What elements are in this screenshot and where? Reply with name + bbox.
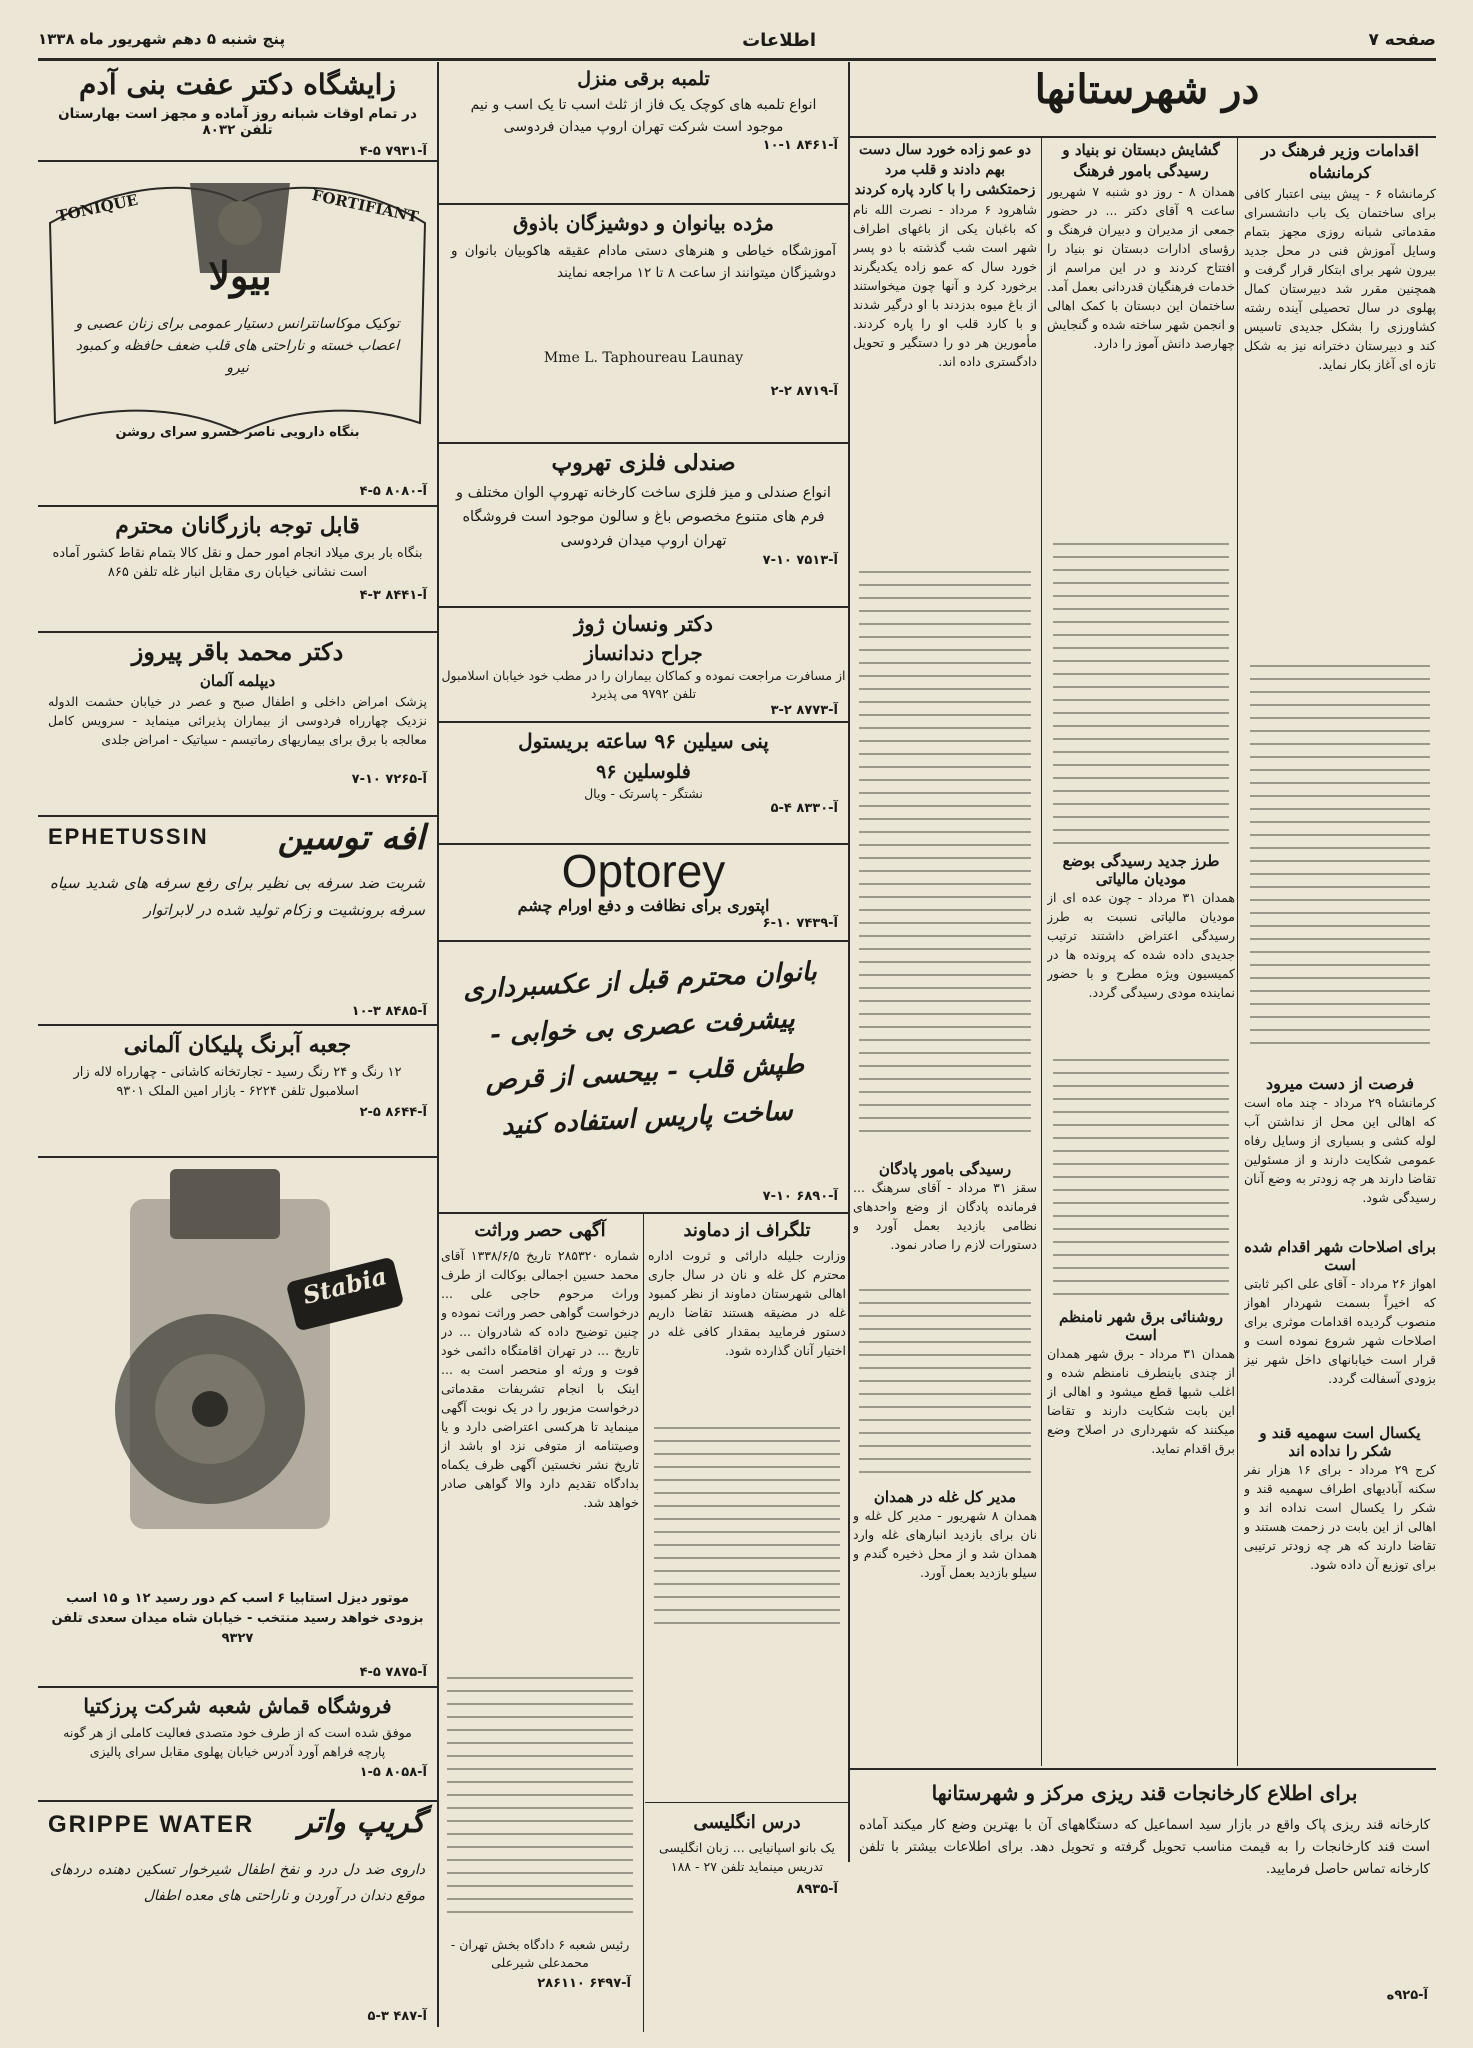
ad-subtitle: دیپلمه آلمان <box>199 672 276 690</box>
ad-latin-label: TONIQUE <box>55 190 140 226</box>
ad-body: بانوان محترم قبل از عکسبرداری پیشرفت عصری بی خوابی - طپش قلب - بیحسی از قرص ساخت پاریس استفاده کنید <box>462 956 818 1142</box>
ad-code: آ-۸۴۴۱ ۳-۴ <box>359 588 427 603</box>
article-text-continued <box>853 1278 1037 1488</box>
section-rule <box>850 136 1436 138</box>
ad-paintbox <box>40 1027 435 1155</box>
ad-brand: Stabia <box>299 1261 390 1310</box>
ad-rule <box>439 203 848 205</box>
ad-body: شربت ضد سرفه بی نظیر برای رفع سرفه های شدید سیاه سرفه برونشیت و زکام تولید شده در لابراتوار <box>50 874 425 919</box>
ad-code: آ-۷۵۱۳ ۱۰-۷ <box>762 553 838 568</box>
article-title: برای اصلاحات شهر اقدام شده است <box>1244 1238 1436 1274</box>
ad-code: آ-۷۲۶۵ ۱۰-۷ <box>351 772 427 787</box>
ad-diesel-engine <box>40 1159 435 1684</box>
ad-title: درس انگلیسی <box>693 1812 801 1833</box>
article-text-continued <box>1047 532 1235 852</box>
ad-telegram <box>648 1216 846 1656</box>
article-body: کرج ۲۹ مرداد - برای ۱۶ هزار نفر سکنه آبادیهای اطراف سهمیه قند و شکر را یکسال است نداده اند و اهالی از این بابت در زحمت هستند و تقاضا دارند که هر چه زودتر ترتیبی برای توزیع آن داده شود. <box>1244 1462 1436 1572</box>
ad-latin-brand: GRIPPE WATER <box>48 1811 255 1838</box>
ad-grippe-water <box>40 1803 435 2028</box>
ad-title: جعبه آبرنگ پلیکان آلمانی <box>123 1032 352 1058</box>
ad-body: نشتگر - پاسرتک - ویال <box>584 786 703 801</box>
ad-metal-chair <box>441 445 846 605</box>
ad-body: آموزشگاه خیاطی و هنرهای دستی مادام عقیقه هاکوبیان بانوان و دوشیزگان میتوانند از ساعت ۸ تا ۱۲ مراجعه نمایند <box>451 243 836 281</box>
ad-code: آ-۸۴۶۱ ۱-۱۰ <box>762 138 838 153</box>
ad-body: موفق شده است که از طرف خود متصدی فعالیت کاملی از هر گونه پارچه فراهم آورد آدرس خیابان پهلوی مقابل سرای پالیزی <box>63 1725 412 1759</box>
ad-body: یک بانو اسپانیایی ... زبان انگلیسی تدریس مینماید تلفن ۲۷ - ۱۸۸ <box>658 1840 835 1874</box>
ad-code: آ-۸۷۷۳ ۲-۳ <box>770 703 838 718</box>
ad-rule <box>38 815 437 817</box>
article-body: اهواز ۲۶ مرداد - آقای علی اکبر ثابتی که اخیراً بسمت شهردار اهواز منصوب گردیده اقدامات موثری برای اصلاحات شهر شروع نموده است و قرار است خیابانهای داخل شهر نیز بزودی آسفالت گردد. <box>1244 1276 1436 1386</box>
ad-rule <box>38 631 437 633</box>
ad-rule <box>38 1156 437 1158</box>
ad-rule <box>645 1802 848 1803</box>
ad-body: وزارت جلیله دارائی و ثروت اداره محترم کل غله و نان در سال جاری اهالی شهرستان دماوند از نظر کمبود غله در مضیقه هستند تقاضا داریم دستور فرمایید بمقدار کافی غله در اختیار آنان گذارده شود. <box>648 1248 846 1358</box>
article-body: همدان ۳۱ مرداد - برق شهر همدان از چندی باینطرف نامنظم شده و اغلب شبها قطع میشود و اهالی از این بابت شکایت دارند و تقاضا میکنند که شهرداری در اصلاح وضع برق اقدام نماید. <box>1047 1346 1235 1456</box>
ad-code: آ-۸۴۸۵ ۳-۱۰ <box>351 1004 427 1019</box>
section-title: در شهرستانها <box>1034 66 1260 113</box>
ad-body: انواع تلمبه های کوچک یک فاز از ثلث اسب تا یک اسب و نیم موجود است شرکت تهران اروپ میدان فردوسی <box>470 97 817 135</box>
ad-brand: گریپ واتر <box>298 1805 425 1840</box>
ad-code: آ-۶۴۹۷ ۲۸۶۱۱۰ <box>537 1976 631 1991</box>
ad-code: آ-۸۰۵۸ ۵-۱ <box>359 1765 427 1780</box>
ad-body: پزشک امراض داخلی و اطفال صبح و عصر در خیابان حشمت الدوله نزدیک چهارراه فردوسی از بیماران پذیرائی مینماید - سرویس کامل معالجه با برق برای بیماریهای رماتیسم - سیاتیک - امراض جلدی <box>48 694 427 747</box>
article-text-continued <box>1047 1048 1235 1308</box>
ad-title: قابل توجه بازرگانان محترم <box>115 513 360 539</box>
ad-rule <box>439 1212 848 1214</box>
ad-code: آ-۷۴۳۹ ۱۰-۶ <box>762 916 838 931</box>
ad-rule <box>439 940 848 942</box>
column-rule <box>1237 138 1238 1766</box>
page-header <box>38 26 1436 56</box>
ad-maternity <box>40 64 435 159</box>
ad-dentist <box>441 609 846 719</box>
ad-code: آ-۷۹۳۱ ۵-۴ <box>359 144 427 159</box>
ad-body: اپتوری برای نظافت و دفع اورام چشم <box>517 896 770 915</box>
ad-body: موتور دیزل استابیا ۶ اسب کم دور رسید ۱۲ و ۱۵ اسب بزودی خواهد رسید منتخب - خیابان شاه میدان سعدی تلفن ۹۳۲۷ <box>51 1591 424 1646</box>
ad-tonic-biola <box>40 163 435 503</box>
ad-rule <box>439 843 848 845</box>
ad-code: آ-۸۳۳۰ ۴-۵ <box>770 801 838 816</box>
ad-code: آ-۸۰۸۰ ۵-۴ <box>359 484 427 499</box>
ad-ephetussin <box>40 818 435 1023</box>
ad-title: آگهی حصر وراثت <box>474 1220 606 1241</box>
ad-body: توکیک موکاسانترانس دستیار عمومی برای زنان عصبی و اعصاب خسته و ناراحتی های قلب ضعف حافظه و کمبود نیرو <box>75 316 400 376</box>
ad-penicillin <box>441 724 846 842</box>
ad-rule <box>38 160 437 162</box>
ad-doctor <box>40 634 435 814</box>
ad-rule <box>439 442 848 444</box>
ad-title: تلمبه برقی منزل <box>577 68 710 90</box>
ad-brand: بیولا <box>208 253 272 298</box>
ad-title: مژده بیانوان و دوشیزگان باذوق <box>513 211 774 235</box>
ad-latin-brand: EPHETUSSIN <box>48 824 209 849</box>
ad-water-pump <box>441 64 846 204</box>
notice-title: برای اطلاع کارخانجات قند ریزی مرکز و شهرستانها <box>931 1781 1358 1805</box>
ad-fabric-store <box>40 1689 435 1799</box>
article-text-continued <box>853 560 1037 1160</box>
ad-subtitle: جراح دندانساز <box>584 641 703 665</box>
ad-body: داروی ضد دل درد و نفخ اطفال شیرخوار تسکین دهنده دردهای موقع دندان در آوردن و ناراحتی های معده اطفال <box>50 1862 425 1904</box>
ad-calligraphy <box>441 944 846 1210</box>
ad-rule <box>38 1024 437 1026</box>
ad-latin-label: FORTIFIANT <box>310 185 420 227</box>
ad-code: آ-۶۸۹۰ ۱۰-۷ <box>762 1189 838 1204</box>
article-title: مدیر کل غله در همدان <box>873 1488 1017 1506</box>
ad-optorey <box>441 846 846 938</box>
ad-inheritance <box>441 1216 639 2026</box>
article-body: همدان ۸ - روز دو شنبه ۷ شهریور ساعت ۹ آقای دکتر ... در حضور جمعی از مدیران و دبیران فرهنگ و رؤسای ادارات دبستان نو بنیاد را افتتاح کردند و در این مراسم از خدمات فرهنگیان قدردانی بعمل آمد. ساختمان این دبستان با کمک اهالی و انجمن شهر ساخته شده و گنجایش چهارصد دانش آموز را دارد. <box>1047 184 1235 351</box>
ad-sewing-school <box>441 206 846 441</box>
ad-latin-name: Mme L. Taphoureau Launay <box>543 350 744 366</box>
ad-transport <box>40 508 435 630</box>
ad-rule <box>38 1686 437 1688</box>
ad-title: تلگراف از دماوند <box>683 1220 811 1241</box>
paper-name: اطلاعات <box>742 30 816 51</box>
ad-title: زایشگاه دکتر عفت بنی آدم <box>79 68 396 101</box>
column-3 <box>853 140 1037 1760</box>
article-title: اقدامات وزیر فرهنگ در کرمانشاه <box>1261 141 1419 182</box>
column-1 <box>1244 140 1436 1760</box>
ad-signature: رئیس شعبه ۶ دادگاه بخش تهران - محمدعلی شیرعلی <box>450 1937 630 1970</box>
ad-english-lesson <box>648 1808 846 1998</box>
article-title: یکسال است سهمیه قند و شکر را نداده اند <box>1259 1424 1421 1460</box>
ad-title: دکتر ونسان ژوژ <box>574 611 713 636</box>
ad-title: صندلی فلزی تهروپ <box>551 450 736 476</box>
ad-title: پنی سیلین ۹۶ ساعته بریستول <box>518 729 769 753</box>
ad-code: آ-۴۸۷ ۳-۵ <box>367 2009 427 2024</box>
ad-text-continued <box>648 1416 846 1636</box>
ad-rule <box>439 721 848 723</box>
column-rule <box>848 62 850 1862</box>
issue-date: پنج شنبه ۵ دهم شهریور ماه ۱۳۳۸ <box>38 30 286 48</box>
ad-brand: افه توسین <box>277 818 425 858</box>
page-number: صفحه ۷ <box>1368 30 1436 50</box>
ad-rule <box>439 606 848 608</box>
ad-text-continued <box>441 1666 639 1936</box>
ad-signature: بنگاه دارویی ناصر خسرو سرای روشن <box>115 425 360 440</box>
column-2 <box>1047 140 1235 1760</box>
ad-code: آ-۸۹۳۵ <box>796 1882 838 1897</box>
bottom-notice <box>853 1776 1436 2026</box>
ad-brand: Optorey <box>561 846 726 897</box>
ad-code: آ-۸۶۴۴ ۵-۲ <box>359 1105 427 1120</box>
notice-body: کارخانه قند ریزی پاک واقع در بازار سید اسماعیل که دستگاههای آن با بهترین وضع کار میکند آماده است قند کارخانجات را به قیمت مناسب تحویل گرفته و تحویل دهد. برای اطلاعات بیشتر با تلفن کارخانه تماس حاصل فرمایید. <box>859 1817 1430 1877</box>
article-title: دو عمو زاده خورد سال دست بهم دادند و قلب مرد زحمتکشی را با کارد پاره کردند <box>854 142 1036 198</box>
engine-illustration <box>40 1159 435 1579</box>
ad-body: شماره ۲۸۵۳۲۰ تاریخ ۱۳۳۸/۶/۵ آقای محمد حسین اجمالی بوکالت از طرف وراث مرحوم حاجی علی ... درخواست گواهی حصر وراثت نموده و چنین توضیح داده که شادروان ... در تاریخ ... در تهران اقامتگاه دائمی خود فوت و ورثه او منحصر است به ... اینک با انجام تشریفات مقدماتی درخواست مزبور را در یک نوبت آگهی مینماید تا هرکسی اعتراضی دارد و یا وصیتنامه از متوفی نزد او باشد از تاریخ نشر نخستین آگهی ظرف یکماه بدادگاه تقدیم دارد والا گواهی صادر خواهد شد. <box>441 1248 639 1510</box>
ad-body: بنگاه بار بری میلاد انجام امور حمل و نقل کالا بتمام نقاط کشور آماده است نشانی خیابان ری مقابل انبار غله تلفن ۸۶۵ <box>52 546 423 580</box>
ad-rule <box>38 1800 437 1802</box>
article-body: کرمانشاه ۶ - پیش بینی اعتبار کافی برای ساختمان یک باب دانشسرای مقدماتی شبانه روزی مجهز بتمام وسایل آموزش فنی در محل جدید بیرون شهر برای ابتکار قرار گرفت و همچنین مقرر شد دبیرستان کمال پهلوی در سال تحصیلی آینده رشته کشاورزی را بشکل جدیدی تاسیس کند و دبیرستان دخترانه نیز به شکل تازه ای آغاز بکار نماید. <box>1244 186 1436 372</box>
article-body: همدان ۸ شهریور - مدیر کل غله و نان برای بازدید انبارهای غله وارد همدان شد و از محل ذخیره گندم و سیلو بازدید بعمل آورد. <box>853 1508 1037 1580</box>
column-rule <box>643 1212 644 2032</box>
column-rule <box>1041 138 1042 1766</box>
ad-rule <box>38 505 437 507</box>
ad-body: از مسافرت مراجعت نموده و کماکان بیماران را در مطب خود خیابان اسلامبول تلفن ۹۷۹۲ می پذیرد <box>441 668 846 701</box>
column-rule <box>437 62 439 2027</box>
header-rule <box>38 58 1436 61</box>
ad-code: آ-۷۸۷۵ ۵-۴ <box>359 1665 427 1680</box>
ad-body: در تمام اوقات شبانه روز آماده و مجهز است بهارستان تلفن ۸۰۳۲ <box>58 106 417 138</box>
notice-code <box>853 1988 1436 2003</box>
notice-rule <box>850 1768 1436 1770</box>
article-body: شاهرود ۶ مرداد - نصرت الله نام که باغبان یکی از باغهای اطراف شهر است شب گذشته با دو پسر خورد سال که عمو زاده یکدیگرند برخورد کرد و آنها چون میخواستند از باغ میوه بدزدند با او درگیر شدند و با کارد قلب او را پاره کردند. مأمورین هر دو را دستگیر و تحویل دادگستری داده اند. <box>853 202 1037 369</box>
article-text-continued <box>1244 654 1436 1074</box>
ad-code: آ-۹۲۵ه <box>1386 1988 1428 2003</box>
ad-title: دکتر محمد باقر پیروز <box>131 637 344 666</box>
ad-title: فروشگاه قماش شعبه شرکت پرزکتیا <box>83 1694 392 1718</box>
article-body: همدان ۳۱ مرداد - چون عده ای از مودیان مالیاتی نسبت به طرز رسیدگی اعتراض داشتند ترتیب جدیدی داده شده که پرونده ها در کمیسیون ویژه مطرح و با حضور نماینده مودی رسیدگی گردد. <box>1047 890 1235 1000</box>
ad-body: انواع صندلی و میز فلزی ساخت کارخانه تهروپ الوان مختلف و فرم های متنوع مخصوص باغ و سالون موجود است فروشگاه تهران اروپ میدان فردوسی <box>456 485 831 549</box>
article-title: طرز جدید رسیدگی بوضع مودیان مالیاتی <box>1062 852 1220 888</box>
article-body: کرمانشاه ۲۹ مرداد - چند ماه است که اهالی این محل از نداشتن آب لوله کشی و بسیاری از وسایل رفاه عمومی شکایت دارند و از مسئولین تقاضا دارند هر چه زودتر به وضع آنان رسیدگی شود. <box>1244 1095 1436 1205</box>
article-title: فرصت از دست میرود <box>1266 1074 1414 1093</box>
article-title: روشنائی برق شهر نامنظم است <box>1059 1308 1223 1344</box>
article-body: سقز ۳۱ مرداد - آقای سرهنگ ... فرمانده پادگان از وضع واحدهای نظامی بازدید بعمل آورد و دستورات لازم را صادر نمود. <box>853 1180 1037 1252</box>
article-title: گشایش دبستان نو بنیاد و رسیدگی بامور فرهنگ <box>1062 141 1220 180</box>
article-title: رسیدگی بامور پادگان <box>878 1160 1012 1178</box>
ad-code: آ-۸۷۱۹ ۲-۲ <box>770 384 838 399</box>
ad-body: ۱۲ رنگ و ۲۴ رنگ رسید - تجارتخانه کاشانی - چهارراه لاله زار اسلامبول تلفن ۶۲۲۴ - بازار امین الملک ۹۳۰۱ <box>73 1065 402 1099</box>
ad-subtitle: فلوسلین ۹۶ <box>596 761 691 783</box>
